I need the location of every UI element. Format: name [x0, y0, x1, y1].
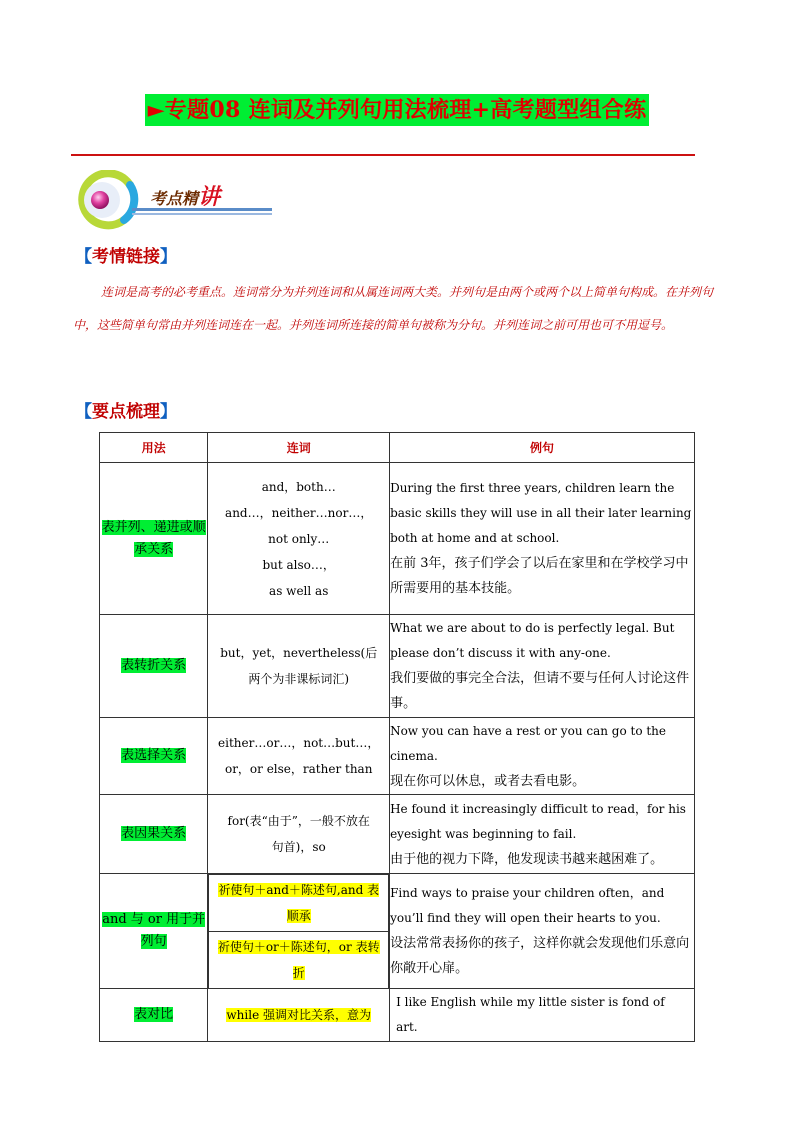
- grammar-table: [99, 432, 695, 1042]
- example-en: Find ways to praise your children often，and you’ll find they will open their hearts to you.: [390, 886, 665, 925]
- example-cell: [390, 463, 695, 615]
- intro-paragraph: 连词是高考的必考重点。连词常分为并列连词和从属连词两大类。并列句是由两个或两个以上简单句构成。在并列句中，这些简单句常由并列连词连在一起。并列连词所连接的简单句被称为分句。并列连词之前可用也可不用逗号。: [73, 285, 714, 332]
- example-cell: [390, 874, 695, 989]
- usage-label: and 与 or 用于并列句: [102, 912, 206, 949]
- usage-cell: [100, 874, 208, 989]
- example-en: He found it increasingly difficult to read，for his eyesight was beginning to fail.: [390, 801, 686, 841]
- usage-cell: [100, 615, 208, 718]
- conj-line: 祈使句＋or＋陈述句，or 表转折: [217, 940, 380, 980]
- usage-label: 表对比: [134, 1007, 174, 1022]
- table-row: [100, 718, 695, 795]
- usage-cell: [100, 795, 208, 874]
- badge-label: [150, 180, 220, 211]
- example-en: Now you can have a rest or you can go to the cinema.: [390, 723, 667, 763]
- badge-text-small: 考点精: [150, 189, 199, 208]
- conj-line: 句首)，so: [271, 840, 326, 854]
- usage-label: 表并列、递进或顺承关系: [101, 519, 206, 557]
- header-conj: 连词: [208, 433, 390, 463]
- section-heading-points: [75, 397, 177, 422]
- conj-line: and…，neither…nor…，: [225, 505, 373, 520]
- conj-line: as well as: [269, 583, 329, 598]
- conj-cell: [208, 874, 390, 989]
- conj-line: not only…: [268, 531, 330, 546]
- usage-cell: [100, 718, 208, 795]
- usage-label: 表转折关系: [121, 658, 187, 673]
- example-en: I like English while my little sister is fond of art.: [396, 995, 665, 1034]
- table-row: [100, 989, 695, 1042]
- conj-cell: [208, 718, 390, 795]
- header-example: 例句: [390, 433, 695, 463]
- conj-sub-a: [209, 875, 389, 932]
- badge-text-big: 讲: [198, 184, 221, 210]
- usage-label: 表选择关系: [121, 748, 187, 763]
- conj-line: for(表“由于”，一般不放在: [227, 814, 370, 828]
- header-usage: 用法: [100, 433, 208, 463]
- example-cell: [390, 795, 695, 874]
- conj-sub-b: [209, 932, 389, 989]
- title-underline: [71, 154, 695, 156]
- conj-cell: [208, 989, 390, 1042]
- example-zh: 在前 3年，孩子们学会了以后在家里和在学校学习中所需要用的基本技能。: [390, 556, 689, 596]
- usage-cell: [100, 463, 208, 615]
- example-en: During the first three years, children learn the basic skills they will use in all their later learning both at home and at school.: [390, 481, 692, 545]
- usage-cell: [100, 989, 208, 1042]
- conj-line: or，or else，rather than: [224, 762, 373, 776]
- example-zh: 设法常常表扬你的孩子，这样你就会发现他们乐意向你敞开心扉。: [390, 936, 690, 976]
- title-wrap: [0, 94, 794, 126]
- example-zh: 现在你可以休息，或者去看电影。: [390, 773, 586, 789]
- conj-line: 祈使句＋and＋陈述句,and 表顺承: [218, 883, 380, 923]
- conj-cell: [208, 795, 390, 874]
- conj-subtable: [208, 874, 389, 988]
- example-en: What we are about to do is perfectly legal. But please don’t discuss it with any-one.: [390, 621, 675, 660]
- example-cell: [390, 989, 695, 1042]
- conj-line: while 强调对比关系，意为: [226, 1008, 371, 1022]
- conj-line: and，both…: [261, 479, 336, 494]
- bracket-close: 】: [160, 402, 177, 422]
- table-row: [100, 463, 695, 615]
- table-row: [100, 795, 695, 874]
- section-heading-exam: [75, 242, 177, 267]
- bracket-open: 【: [75, 247, 92, 267]
- bracket-close: 】: [160, 247, 177, 267]
- table-row: [100, 615, 695, 718]
- conj-cell: [208, 463, 390, 615]
- conj-line: but，yet，nevertheless(后两个为非课标词汇): [220, 646, 378, 686]
- conj-cell: [208, 615, 390, 718]
- usage-label: 表因果关系: [121, 826, 187, 841]
- section-label: 考情链接: [92, 247, 160, 267]
- page-title: ►专题08 连词及并列句用法梳理+高考题型组合练: [145, 94, 650, 126]
- table-row: [100, 874, 695, 989]
- conj-line: either…or…，not…but…，: [218, 736, 380, 750]
- example-zh: 由于他的视力下降，他发现读书越来越困难了。: [390, 851, 664, 867]
- example-cell: [390, 718, 695, 795]
- example-cell: [390, 615, 695, 718]
- table-header-row: [100, 433, 695, 463]
- bracket-open: 【: [75, 402, 92, 422]
- example-zh: 我们要做的事完全合法，但请不要与任何人讨论这件事。: [390, 671, 690, 711]
- conj-line: but also…，: [262, 557, 335, 572]
- section-label: 要点梳理: [92, 402, 160, 422]
